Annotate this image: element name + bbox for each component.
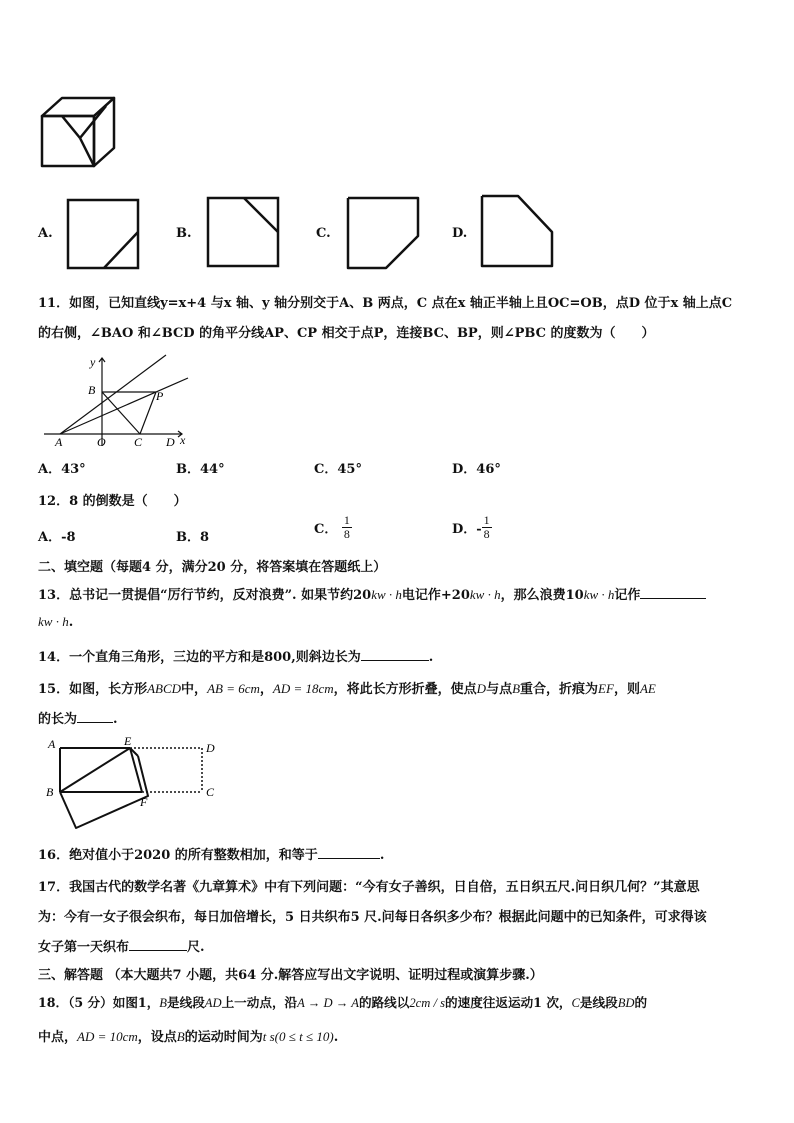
q12-option-a: A．-8 bbox=[38, 530, 76, 545]
q15-stem: 15．如图，长方形ABCD中，AB = 6cm，AD = 18cm，将此长方形折叠，使点D与点B重合，折痕为EF，则AE bbox=[38, 681, 656, 697]
q12-option-c: C． $\frac{1}{8}$ bbox=[314, 513, 350, 541]
q16-answer-blank[interactable] bbox=[318, 846, 380, 859]
q13-stem-line2: kw · h. bbox=[38, 614, 74, 630]
q17-stem-line1: 17．我国古代的数学名著《九章算术》中有下列问题：“今有女子善织，日自倍，五日织五尺.问日织几何？”其意思 bbox=[38, 880, 700, 895]
section-3-heading: 三、解答题 （本大题共7 小题，共64 分.解答应写出文字说明、证明过程或演算步骤.） bbox=[38, 968, 543, 983]
q11-stem-line1: 11．如图，已知直线y=x+4 与x 轴、y 轴分别交于A、B 两点，C 点在x 轴正半轴上且OC=OB，点D 位于x 轴上点C bbox=[38, 296, 733, 311]
q17-stem-line3: 女子第一天织布 尺. bbox=[38, 940, 205, 955]
q11-label-o: O bbox=[97, 435, 106, 448]
q12-option-b: B．8 bbox=[176, 530, 210, 545]
q10-option-a-label: A. bbox=[38, 226, 53, 241]
q10-option-b-figure bbox=[206, 196, 282, 268]
q12-option-d: D．- $\frac{1}{8}$ bbox=[452, 513, 490, 541]
q10-option-d-label: D. bbox=[452, 226, 468, 241]
q11-label-b: B bbox=[88, 383, 96, 397]
q11-option-d: D．46° bbox=[452, 462, 501, 477]
q15-stem-line2: 的长为 . bbox=[38, 712, 118, 727]
q13-answer-blank[interactable] bbox=[640, 586, 706, 599]
q11-option-b: B．44° bbox=[176, 462, 225, 477]
q14-answer-blank[interactable] bbox=[361, 648, 429, 661]
q13-stem: 13．总书记一贯提倡“厉行节约，反对浪费”. 如果节约20kw · h电记作+20kw · h，那么浪费10kw · h记作 bbox=[38, 584, 706, 603]
q10-option-b-label: B. bbox=[176, 226, 192, 241]
q11-label-x: x bbox=[180, 433, 186, 447]
q14-stem: 14．一个直角三角形，三边的平方和是800,则斜边长为 . bbox=[38, 650, 434, 665]
q11-option-a: A．43° bbox=[38, 462, 86, 477]
q15-label-b: B bbox=[46, 785, 54, 799]
q15-label-f: F bbox=[140, 795, 148, 809]
q15-folded-rectangle-figure bbox=[42, 734, 232, 830]
q11-label-c: C bbox=[134, 435, 143, 448]
q15-label-e: E bbox=[124, 734, 132, 748]
q18-stem-line1: 18．（5 分）如图1，B是线段AD上一动点，沿A → D → A的路线以2cm / s的速度往返运动1 次，C是线段BD的 bbox=[38, 995, 648, 1010]
q16-stem: 16．绝对值小于2020 的所有整数相加，和等于 . bbox=[38, 848, 385, 863]
q15-label-d: D bbox=[206, 741, 215, 755]
q15-label-a: A bbox=[48, 737, 56, 751]
q11-stem-line2: 的右侧，∠BAO 和∠BCD 的角平分线AP、CP 相交于点P，连接BC、BP，则∠PBC 的度数为（ ） bbox=[38, 326, 655, 341]
q17-answer-blank[interactable] bbox=[129, 938, 187, 951]
q11-coordinate-figure bbox=[40, 352, 200, 448]
q10-option-d-figure bbox=[480, 194, 556, 270]
q17-stem-line2: 为：今有一女子很会织布，每日加倍增长，5 日共织布5 尺.问每日各织多少布？根据此问题中的已知条件，可求得该 bbox=[38, 910, 707, 925]
q10-solid-figure bbox=[36, 94, 118, 170]
q10-option-c-figure bbox=[346, 196, 422, 270]
q11-label-d: D bbox=[166, 435, 175, 448]
q11-label-y: y bbox=[90, 355, 96, 369]
q12-stem: 12．8 的倒数是（ ） bbox=[38, 494, 187, 509]
q15-answer-blank[interactable] bbox=[77, 710, 113, 723]
q11-option-c: C．45° bbox=[314, 462, 362, 477]
q11-label-p: P bbox=[156, 389, 164, 403]
q18-stem-line2: 中点，AD = 10cm，设点B的运动时间为t s(0 ≤ t ≤ 10). bbox=[38, 1029, 339, 1045]
q10-option-c-label: C. bbox=[316, 226, 331, 241]
q11-label-a: A bbox=[55, 435, 63, 448]
q10-option-a-figure bbox=[66, 198, 142, 270]
q15-label-c: C bbox=[206, 785, 215, 799]
section-2-heading: 二、填空题（每题4 分，满分20 分，将答案填在答题纸上） bbox=[38, 560, 387, 575]
